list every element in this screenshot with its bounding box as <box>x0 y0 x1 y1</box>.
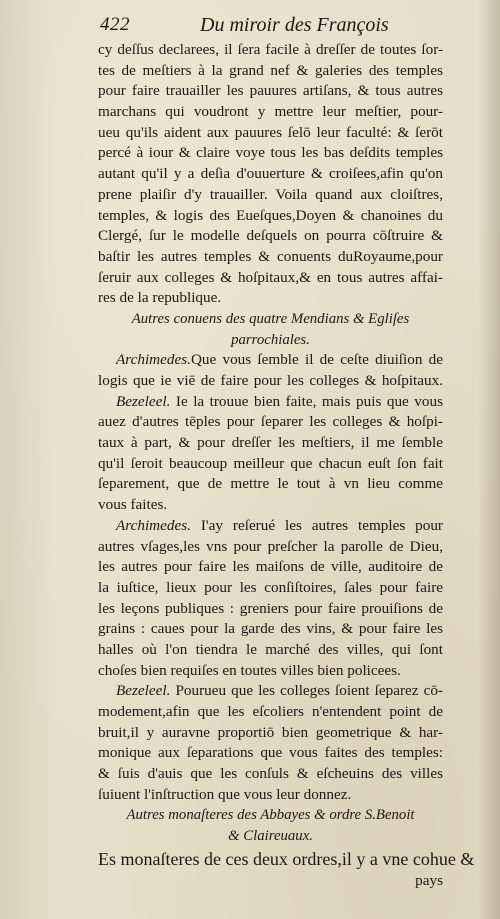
page-header <box>100 14 430 40</box>
line-text: Autres conuens des quatre Mendians & Egliſes <box>131 310 410 327</box>
line-text: les leçons publiques : greniers pour faire prouiſions de <box>98 599 443 617</box>
text-line <box>98 81 443 102</box>
text-line <box>98 599 443 620</box>
line-text: parrochiales. <box>231 331 310 348</box>
text-line <box>98 206 443 227</box>
line-text: ſuiuent l'inſtruction que vous leur donnez. <box>98 785 352 803</box>
text-line <box>98 702 443 723</box>
line-text: & Claireuaux. <box>228 828 313 845</box>
text-line <box>98 185 443 206</box>
line-text: percé à iour & claire voye tous les bas deſdits temples <box>98 144 443 162</box>
text-line <box>98 474 443 495</box>
text-line <box>98 640 443 661</box>
text-line <box>98 516 443 537</box>
text-line <box>98 743 443 764</box>
line-text: prene plaiſir d'y trauailler. Voila quand aux cloiſtres, <box>98 185 443 203</box>
line-text: ſeparement, que de mettre le tout à vn lieu comme <box>98 475 443 493</box>
page-number: 422 <box>100 14 130 35</box>
text-line <box>98 785 443 806</box>
line-text: ſeruir aux colleges & hoſpitaux,& en tous autres affai- <box>98 268 443 286</box>
line-text: auez d'autres tēples pour ſeparer les colleges & hoſpi- <box>98 413 443 431</box>
line-text: Es monaſteres de ces deux ordres,il y a vne cohue & <box>98 848 475 869</box>
line-text: Autres monaſteres des Abbayes & ordre S.Benoit <box>126 807 415 824</box>
text-line <box>98 350 443 371</box>
line-text: halles où l'on tiendra le marché des villes, qui ſont <box>98 640 443 658</box>
text-line <box>98 578 443 599</box>
line-text: I'ay reſerué les autres temples pour <box>190 516 443 534</box>
line-text: les autres pour faire les maiſons de ville, auditoire de <box>98 558 443 576</box>
text-line <box>98 681 443 702</box>
line-text: Que vous ſemble il de ceſte diuiſion de <box>190 351 443 369</box>
text-line <box>98 226 443 247</box>
line-text: taux à part, & pour dreſſer les meſtiers, il me ſemble <box>98 434 443 452</box>
text-line <box>98 61 443 82</box>
text-line <box>98 764 443 785</box>
text-line <box>98 871 443 892</box>
text-line <box>98 826 443 847</box>
text-line <box>98 619 443 640</box>
line-text: Clergé, ſur le modelle deſquels on pourra cōſtruire & <box>98 227 443 245</box>
text-line <box>98 805 443 826</box>
text-line <box>98 537 443 558</box>
page-margin-shading <box>0 0 95 919</box>
body-text <box>98 40 475 892</box>
text-line <box>98 433 443 454</box>
line-text: baſtir les autres temples & conuents duRoyaume,pour <box>98 247 443 265</box>
line-text: ueu qu'ils aident aux pauures ſelō leur faculté: & ſerōt <box>98 123 443 141</box>
line-text: la iuſtice, lieux pour les conſiſtoires, ſales pour faire <box>98 578 443 596</box>
line-text: temples, & logis des Eueſques,Doyen & chanoines du <box>98 206 443 224</box>
running-head: Du miroir des François <box>200 14 389 36</box>
text-line <box>98 723 443 744</box>
text-line <box>98 143 443 164</box>
line-text: vous faites. <box>98 496 168 514</box>
line-text: Pourueu que les colleges ſoient ſeparez cō- <box>170 682 443 700</box>
text-line <box>98 164 443 185</box>
line-text: logis que ie viē de faire pour les colleges & hoſpitaux. <box>98 372 443 389</box>
line-text: qu'il ſeroit beaucoup meilleur que chacun euſt ſon fait <box>98 454 443 472</box>
line-text: bruit,il y auravne proportiō bien geometrique & har- <box>98 723 443 741</box>
line-text: modement,afin que les eſcoliers n'entendent point de <box>98 703 443 720</box>
line-text: marchans qui voudront y mettre leur meſtier, pour- <box>98 103 443 121</box>
speaker-name: Bezeleel. <box>116 682 171 700</box>
text-line <box>98 123 443 144</box>
text-line <box>98 557 443 578</box>
line-text: pour faire trauailler les pauures artiſans, & tous autres <box>98 82 443 100</box>
speaker-name: Archimedes. <box>116 351 191 369</box>
text-line <box>98 268 443 289</box>
line-text: pays <box>415 871 443 889</box>
line-text: autres vſages,les vns pour preſcher la parolle de Dieu, <box>98 537 443 555</box>
speaker-name: Archimedes. <box>116 516 191 534</box>
line-text: monique aux ſeparations que vous faites des temples: <box>98 744 443 762</box>
text-line <box>98 247 443 268</box>
text-line <box>98 288 443 309</box>
text-line <box>98 371 443 392</box>
line-text: autant qu'il y a deſia d'ouuerture & croiſees,afin qu'on <box>98 165 443 183</box>
text-line <box>98 412 443 433</box>
line-text: cy deſſus declarees, il ſera facile à dreſſer de toutes ſor- <box>98 41 443 58</box>
text-line <box>98 661 443 682</box>
line-text: tes de meſtiers à la grand nef & galeries des temples <box>98 61 443 79</box>
text-line <box>98 392 443 413</box>
line-text: choſes bien requiſes en toutes villes bien policees. <box>98 661 401 679</box>
line-text: Ie la trouue bien faite, mais puis que vous <box>170 392 443 410</box>
text-line <box>98 309 443 330</box>
gutter-shadow <box>478 0 500 919</box>
line-text: res de la republique. <box>98 289 222 307</box>
text-line <box>98 102 443 123</box>
text-line <box>98 454 443 475</box>
line-text: grains : caues pour la garde des vins, & pour faire les <box>98 620 443 638</box>
text-line <box>98 847 475 871</box>
text-line <box>98 495 443 516</box>
line-text: & ſuis d'auis que les conſuls & eſcheuins des villes <box>98 765 443 783</box>
speaker-name: Bezeleel. <box>116 392 171 410</box>
text-line <box>98 330 443 351</box>
text-line <box>98 40 443 61</box>
